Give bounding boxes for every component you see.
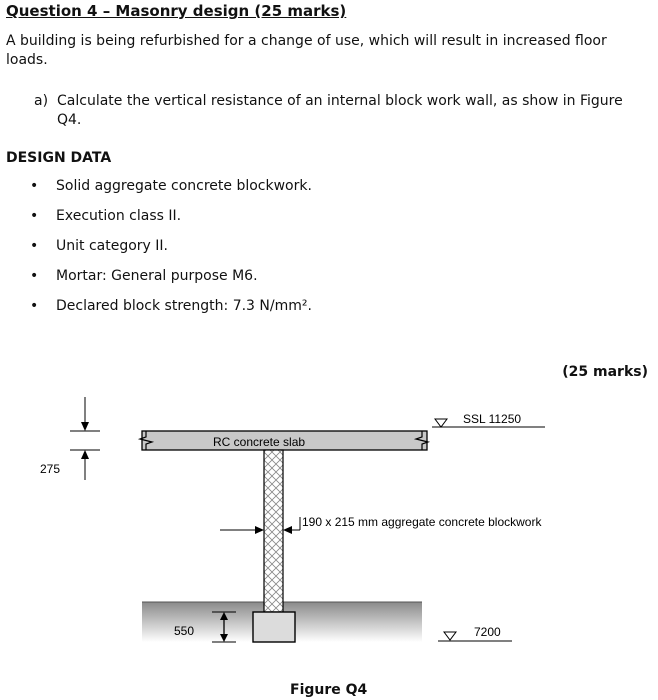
bullet-icon: • xyxy=(30,298,39,314)
ground-level-label: 7200 xyxy=(474,625,501,639)
figure-caption: Figure Q4 xyxy=(290,682,368,698)
slab-label: RC concrete slab xyxy=(213,435,306,449)
footing-depth-label: 550 xyxy=(174,624,195,638)
wall-label: 190 x 215 mm aggregate concrete blockwork xyxy=(302,515,542,529)
ground-level-marker-icon xyxy=(444,632,456,640)
part-a-label: a) xyxy=(34,93,49,109)
question-title: Question 4 – Masonry design (25 marks) xyxy=(6,2,347,20)
dim-arrow-up-icon xyxy=(81,450,89,459)
arrow-left-icon xyxy=(283,526,292,534)
level-marker-icon xyxy=(435,419,447,427)
part-a-text: Calculate the vertical resistance of an internal block work wall, as show in Figure xyxy=(57,93,623,109)
blockwork-wall xyxy=(264,450,283,612)
bullet-icon: • xyxy=(30,178,39,194)
dim-arrow-down-icon xyxy=(81,422,89,431)
marks-label: (25 marks) xyxy=(562,364,648,380)
intro-text: A building is being refurbished for a change of use, which will result in increased floor loads. xyxy=(6,33,607,68)
slab-thickness-label: 275 xyxy=(40,462,61,476)
design-data-heading: DESIGN DATA xyxy=(6,150,112,166)
part-a-text-cont: Q4. xyxy=(57,112,82,128)
bullet-icon: • xyxy=(30,268,39,284)
ssl-label: SSL 11250 xyxy=(463,412,522,426)
figure-q4-drawing xyxy=(0,380,658,680)
footing xyxy=(253,612,295,642)
bullet-icon: • xyxy=(30,208,39,224)
bullet-icon: • xyxy=(30,238,39,254)
arrow-right-icon xyxy=(255,526,264,534)
